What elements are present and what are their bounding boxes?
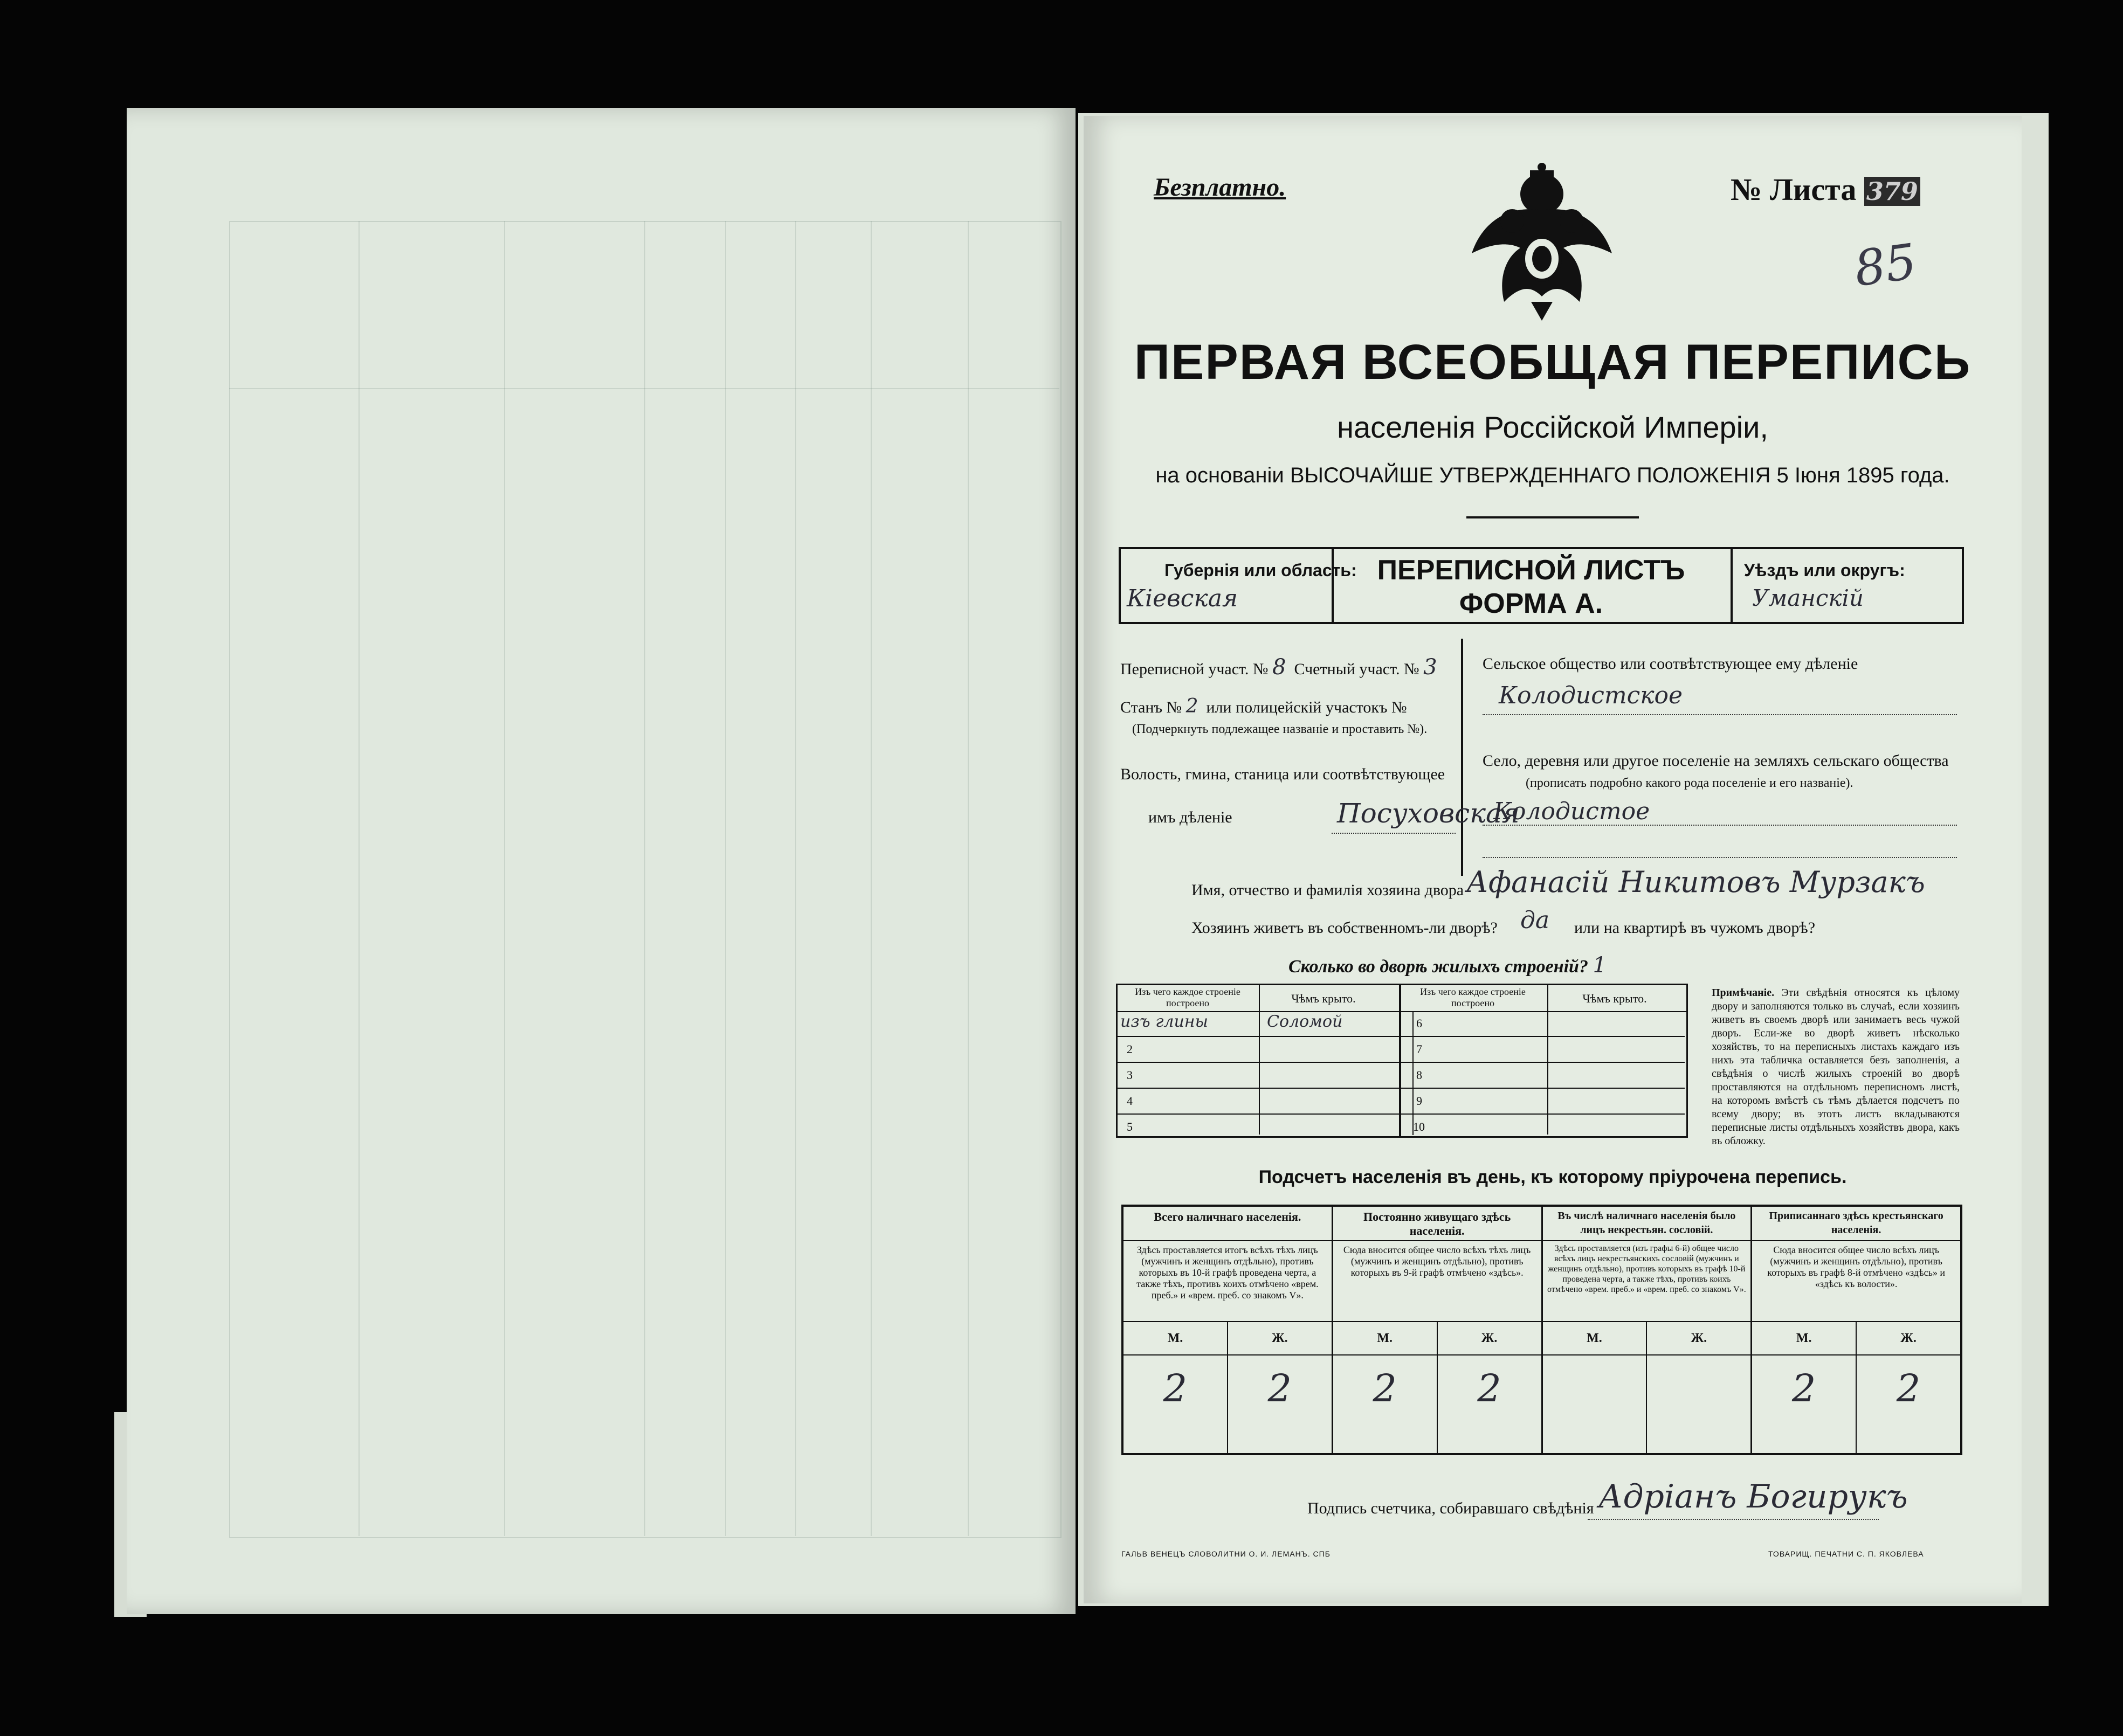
village-value: Колодистое	[1493, 798, 1650, 825]
buildings-rows-left	[1116, 1011, 1399, 1137]
count-male-value: 2	[1123, 1355, 1228, 1453]
imperial-eagle-icon	[1466, 162, 1617, 323]
count-male-label: М.	[1333, 1322, 1438, 1354]
village-label: Село, деревня или другое поселеніе на земляхъ сельскаго общества	[1483, 752, 1949, 770]
count-group-non-peasant	[1543, 1207, 1753, 1453]
form-header-divider	[1731, 547, 1733, 624]
ghost-column-line	[871, 221, 872, 1536]
building-row	[1116, 1037, 1399, 1063]
count-female-label: Ж.	[1481, 1331, 1498, 1345]
count-group-head: Въ числѣ наличнаго населенія было лицъ некрестьян. сословій.	[1543, 1207, 1751, 1241]
count-group-desc: Здѣсь проставляется (изъ графы 6-й) общее число всѣхъ лицъ некрестьянскихъ сословій (мужчинъ и женщинъ отдѣльно), противъ которыхъ въ графѣ 10-й проведена черта, а также тѣхъ, противъ коихъ отмѣчено «врем. преб.» и «врем. преб. со знакомъ V».	[1543, 1241, 1751, 1322]
sheet-number-value: 379	[1864, 177, 1920, 206]
right-imprint: ТОВАРИЩ. ПЕЧАТНИ С. П. ЯКОВЛЕВА	[1768, 1550, 1924, 1558]
building-row	[1400, 1037, 1685, 1063]
volost-value: Посуховская	[1337, 798, 1520, 829]
count-male-value: 2	[1333, 1355, 1438, 1453]
count-group-head: Приписаннаго здѣсь крестьянскаго населенія.	[1752, 1207, 1960, 1241]
stan-value: 2	[1185, 695, 1198, 717]
ghost-table-frame	[229, 221, 1062, 1538]
sheet-title: ПЕРЕПИСНОЙ ЛИСТЪ	[1377, 555, 1685, 586]
fields-column-divider	[1461, 639, 1463, 876]
count-male-value	[1543, 1355, 1648, 1453]
building-row-number: 9	[1416, 1094, 1422, 1108]
census-area-label: Переписной участ. №	[1120, 660, 1269, 678]
count-group-head: Всего наличнаго населенія.	[1123, 1207, 1332, 1241]
building-row-number: 5	[1127, 1120, 1133, 1133]
district-label: Уѣздъ или округъ:	[1744, 561, 1905, 580]
ghost-column-line	[644, 221, 645, 1536]
buildings-question	[1288, 953, 1607, 978]
census-area-field	[1120, 655, 1437, 680]
society-rule	[1483, 714, 1957, 715]
count-group-permanent	[1333, 1207, 1543, 1453]
ornamental-divider	[1466, 516, 1639, 518]
building-row-number: 8	[1416, 1068, 1422, 1082]
building-row	[1400, 1089, 1685, 1115]
count-female-value: 2	[1267, 1366, 1292, 1410]
count-female-value: 2	[1896, 1366, 1921, 1410]
note-text: Эти свѣдѣнія относятся къ цѣлому двору и заполняются только въ случаѣ, если хозяинъ живетъ въ своемъ дворѣ или занимаетъ весь чужой дворъ. Если-же во дворѣ живетъ нѣсколько хозяйствъ, то на переписныхъ листахъ каждаго изъ нихъ эта табличка оставляется безъ заполненія, а свѣдѣнія о числѣ жилыхъ строеній во дворѣ проставляются на отдѣльномъ переписномъ листѣ, на которомъ вмѣстѣ съ тѣмъ дѣлается подсчетъ по всему двору; въ этотъ листъ вкладываются переписные листы отдѣльныхъ хозяйствъ двора, какъ въ обложку.	[1712, 987, 1960, 1147]
count-group-head: Постоянно живущаго здѣсь населенія.	[1333, 1207, 1541, 1241]
count-title: Подсчетъ населенія въ день, къ которому пріурочена перепись.	[1258, 1167, 1847, 1187]
building-row	[1400, 1063, 1685, 1089]
note-title: Примѣчаніе.	[1712, 987, 1775, 999]
count-area-label: Счетный участ. №	[1294, 660, 1419, 678]
left-page	[127, 108, 1076, 1614]
buildings-note	[1712, 986, 1960, 1148]
underline-note: (Подчеркнуть подлежащее названіе и проставить №).	[1132, 722, 1428, 736]
building-row-number: 4	[1127, 1094, 1133, 1108]
province-label: Губернія или область:	[1164, 561, 1357, 580]
ghost-column-line	[359, 221, 360, 1536]
signature-label: Подпись счетчика, собиравшаго свѣдѣнія	[1307, 1499, 1594, 1517]
handwritten-sheet-number: 85	[1851, 233, 1920, 298]
ghost-column-line	[725, 221, 726, 1536]
building-row	[1116, 1063, 1399, 1089]
province-value: Кіевская	[1127, 585, 1238, 612]
building-row-number: 7	[1416, 1042, 1422, 1056]
society-value: Колодистское	[1499, 682, 1683, 709]
stan-label: Станъ №	[1120, 698, 1182, 716]
count-female-label: Ж.	[1900, 1331, 1917, 1345]
census-area-value: 8	[1272, 655, 1286, 680]
building-row-number: 10	[1413, 1120, 1425, 1133]
building-row	[1400, 1011, 1685, 1037]
count-group-desc: Сюда вносится общее число всѣхъ тѣхъ лицъ (мужчинъ и женщинъ отдѣльно), противъ которыхъ въ 9-й графѣ отмѣчено «здѣсь».	[1333, 1241, 1541, 1322]
ghost-column-line	[504, 221, 505, 1536]
count-female-label: Ж.	[1691, 1331, 1707, 1345]
owner-value: Афанасій Никитовъ Мурзакъ	[1466, 865, 1925, 899]
district-value: Уманскій	[1752, 585, 1864, 611]
count-female-value	[1647, 1355, 1750, 1453]
free-label: Безплатно.	[1154, 173, 1286, 202]
police-label: или полицейскій участокъ №	[1206, 698, 1407, 716]
buildings-col-material-2: Изъ чего каждое строеніе построено	[1420, 986, 1526, 1008]
own-yard-label: Хозяинъ живетъ въ собственномъ-ли дворѣ?	[1191, 919, 1498, 937]
count-group-desc: Сюда вносится общее число всѣхъ лицъ (мужчинъ и женщинъ отдѣльно), противъ которыхъ въ графѣ 8-й отмѣчено «здѣсь» и «здѣсь къ волости».	[1752, 1241, 1960, 1322]
count-table	[1121, 1205, 1962, 1455]
left-imprint: ГАЛЬВ ВЕНЕЦЪ СЛОВОЛИТНИ О. И. ЛЕМАНЪ. СПБ	[1121, 1550, 1331, 1558]
count-male-label: М.	[1543, 1322, 1648, 1354]
signature-value: Адріанъ Богирукъ	[1598, 1478, 1908, 1516]
signature-rule	[1588, 1519, 1879, 1520]
count-female-value: 2	[1477, 1366, 1501, 1410]
sheet-number-label	[1731, 171, 1920, 208]
buildings-col-roof-2: Чѣмъ крыто.	[1582, 992, 1647, 1005]
owner-label: Имя, отчество и фамилія хозяина двора	[1191, 881, 1464, 899]
count-group-total	[1123, 1207, 1333, 1453]
count-male-value: 2	[1752, 1355, 1857, 1453]
own-yard-value: да	[1520, 907, 1550, 934]
rent-label: или на квартирѣ въ чужомъ дворѣ?	[1574, 919, 1816, 937]
buildings-col-material: Изъ чего каждое строеніе построено	[1135, 986, 1240, 1008]
building-row	[1116, 1089, 1399, 1115]
volost-label-1: Волость, гмина, станица или соотвѣтствующее	[1120, 765, 1445, 783]
building-material: изъ глины	[1120, 1012, 1208, 1031]
building-row	[1400, 1115, 1685, 1137]
building-row-number: 6	[1416, 1016, 1422, 1030]
count-group-desc: Здѣсь проставляется итогъ всѣхъ тѣхъ лицъ (мужчинъ и женщинъ отдѣльно), противъ которыхъ въ 10-й графѣ проведена черта, а также тѣхъ, противъ коихъ отмѣчено «врем. преб.» и «врем. преб. со знакомъ V».	[1123, 1241, 1332, 1322]
ghost-column-line	[968, 221, 969, 1536]
volost-rule	[1332, 833, 1456, 834]
count-group-registered-peasant	[1752, 1207, 1960, 1453]
volost-label-2: имъ дѣленіе	[1148, 808, 1232, 826]
building-row-number: 3	[1127, 1068, 1133, 1082]
buildings-rows-right	[1400, 1011, 1685, 1137]
society-label: Сельское общество или соотвѣтствующее ему дѣленіе	[1483, 655, 1858, 673]
building-roof: Соломой	[1267, 1012, 1343, 1031]
count-male-label: М.	[1752, 1322, 1857, 1354]
village-rule	[1483, 825, 1957, 826]
sheet-number-label-text: № Листа	[1731, 172, 1857, 207]
buildings-col-roof: Чѣмъ крыто.	[1291, 992, 1356, 1005]
count-area-value: 3	[1423, 655, 1437, 680]
count-male-label: М.	[1123, 1322, 1228, 1354]
buildings-label: Сколько во дворѣ жилыхъ строеній?	[1288, 957, 1588, 977]
building-row	[1116, 1115, 1399, 1137]
building-row-number: 2	[1127, 1042, 1133, 1056]
building-row	[1116, 1011, 1399, 1037]
ghost-column-line	[795, 221, 796, 1536]
count-female-label: Ж.	[1271, 1331, 1288, 1345]
village-note: (прописать подробно какого рода поселеніе и его названіе).	[1526, 776, 1853, 790]
census-title: ПЕРВАЯ ВСЕОБЩАЯ ПЕРЕПИСЬ	[1134, 335, 1972, 390]
form-name: ФОРМА А.	[1459, 588, 1603, 619]
census-subtitle: населенія Россійской Имперіи,	[1337, 410, 1768, 444]
village-rule-2	[1483, 857, 1957, 858]
buildings-value: 1	[1593, 953, 1607, 978]
stan-field	[1120, 695, 1407, 717]
census-basis: на основаніи ВЫСОЧАЙШЕ УТВЕРЖДЕННАГО ПОЛОЖЕНІЯ 5 Іюня 1895 года.	[1155, 464, 1950, 487]
